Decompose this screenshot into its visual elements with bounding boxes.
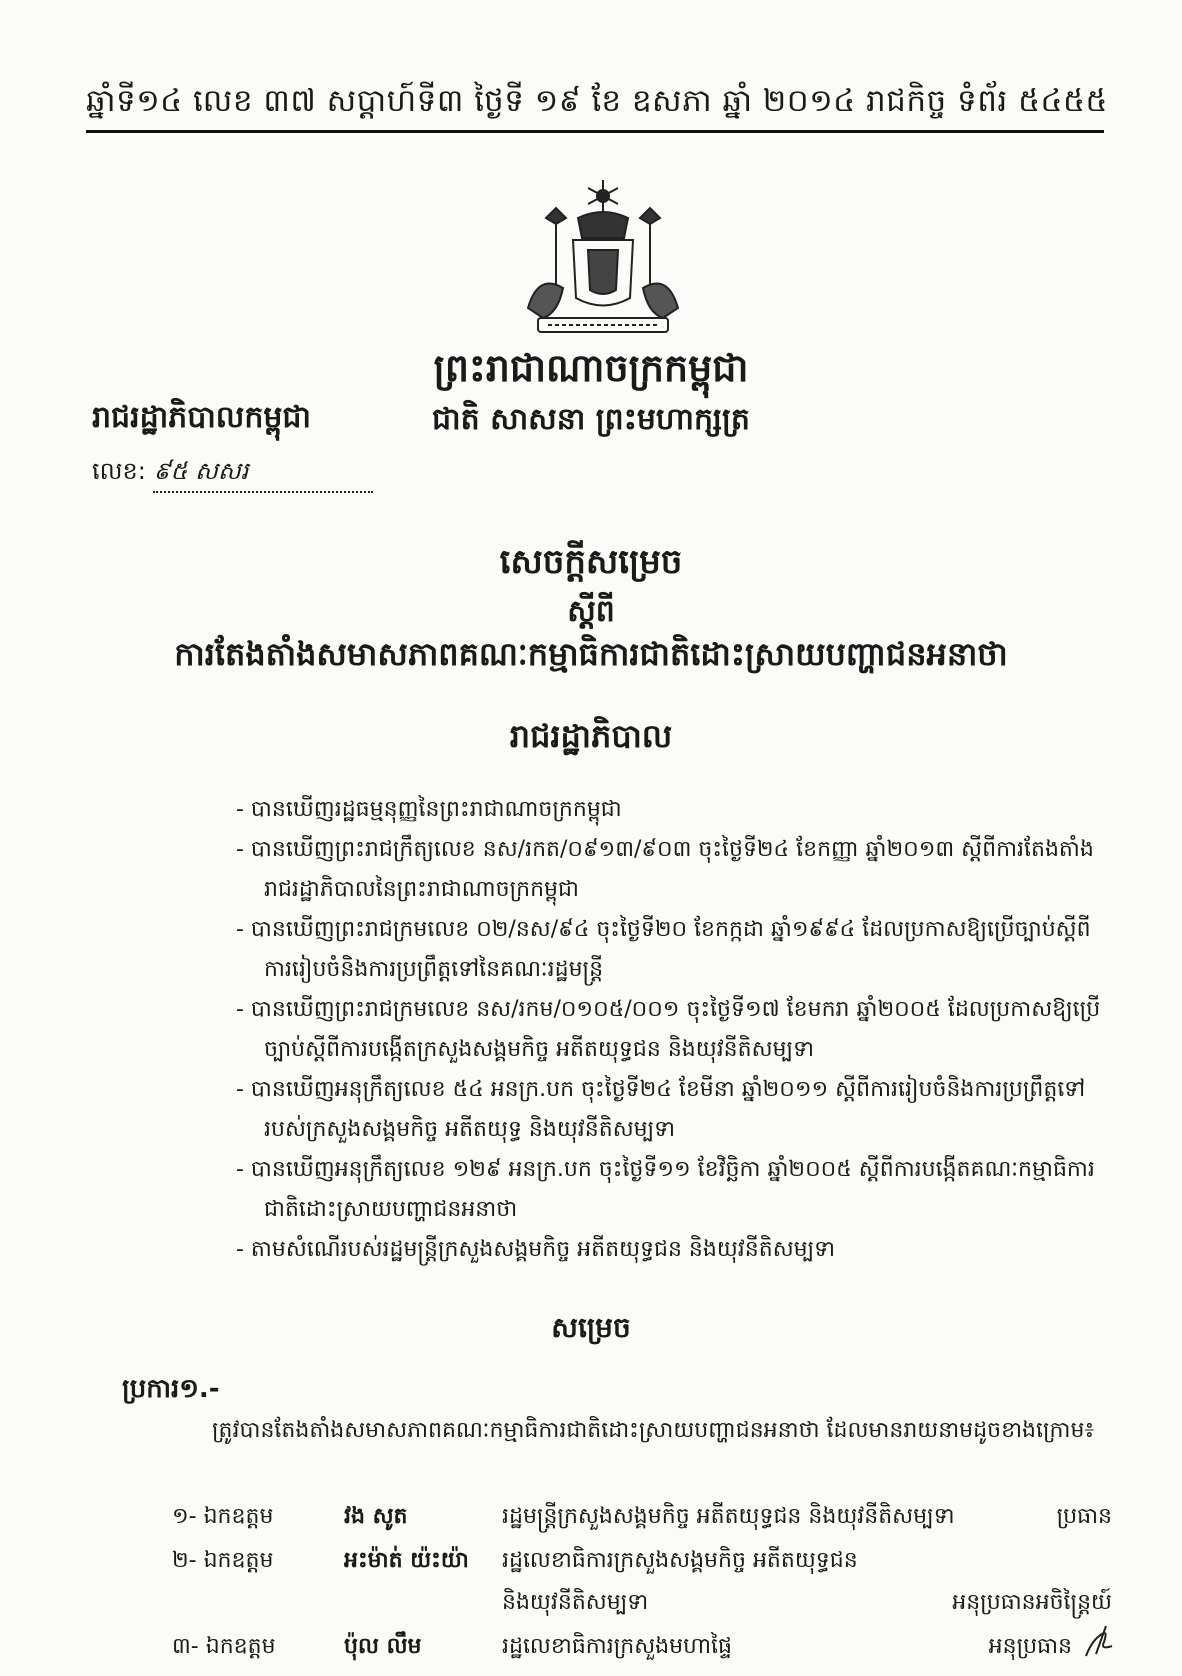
issuing-government: រាជរដ្ឋាភិបាលកម្ពុជា [92, 400, 311, 435]
document-subtitle-about: ស្ដីពី [567, 594, 615, 629]
decides-heading: សម្រេច [551, 1311, 631, 1344]
member-name: ប៉ុល លឹម [344, 1634, 422, 1659]
preamble-item: - បានឃើញរដ្ឋធម្មនុញ្ញនៃព្រះរាជាណាចក្រកម្ពុជា [236, 797, 622, 822]
member-number: ២- ឯកឧត្ដម [172, 1548, 274, 1573]
header-rule [86, 130, 1104, 133]
kingdom-name: ព្រះរាជាណាចក្រកម្ពុជា [433, 346, 749, 390]
member-number: ១- ឯកឧត្ដម [172, 1504, 274, 1529]
gazette-header: ឆ្នាំទី១៤ លេខ ៣៧ សប្ដាហ៍ទី៣ ថ្ងៃទី ១៩ ខែ ឧសភា ឆ្នាំ ២០១៤ រាជកិច្ច ទំព័រ ៥៤៥៥ [86, 83, 1108, 119]
preamble-item: - បានឃើញព្រះរាជក្រឹត្យលេខ នស/រកត/០៩១៣/៩០៣ ចុះថ្ងៃទី២៤ ខែកញ្ញា ឆ្នាំ២០១៣ ស្ដីពីការតែងតាំងរាជរដ្ឋាភិបាលនៃព្រះរាជាណាចក្រកម្ពុជា [236, 837, 1094, 902]
member-name: វង សូត [344, 1504, 408, 1529]
preamble-item: - បានឃើញព្រះរាជក្រមលេខ នស/រកម/០១០៥/០០១ ចុះថ្ងៃទី១៧ ខែមករា ឆ្នាំ២០០៥ ដែលប្រកាសឱ្យប្រើច្បាប់ស្ដីពីការបង្កើតក្រសួងសង្គមកិច្ច អតីតយុទ្ធជន និងយុវនីតិសម្បទា [236, 997, 1101, 1062]
reference-label: លេខ: [92, 457, 146, 485]
preamble-item: - តាមសំណើរបស់រដ្ឋមន្ត្រីក្រសួងសង្គមកិច្ច អតីតយុទ្ធជន និងយុវនីតិសម្បទា [236, 1237, 836, 1262]
preamble-item: - បានឃើញអនុក្រឹត្យលេខ ៥៤ អនក្រ.បក ចុះថ្ងៃទី២៤ ខែមីនា ឆ្នាំ២០១១ ស្ដីពីការរៀបចំនិងការប្រព្រឹត្តទៅរបស់ក្រសួងសង្គមកិច្ច អតីតយុទ្ធ និងយុវនីតិសម្បទា [236, 1077, 1086, 1142]
member-row-continuation [172, 1588, 1112, 1624]
reference-number [92, 456, 373, 493]
member-position: រដ្ឋលេខាធិការក្រសួងសង្គមកិច្ច អតីតយុទ្ធជន [502, 1548, 858, 1573]
member-row [172, 1632, 1112, 1668]
preamble-list [236, 790, 1106, 1270]
document-subject: ការតែងតាំងសមាសភាពគណៈកម្មាធិការជាតិដោះស្រាយបញ្ហាជនអនាថា [174, 635, 1008, 673]
member-name: អះម៉ាត់ យ៉ះយ៉ា [344, 1548, 469, 1573]
member-position-continued: និងយុវនីតិសម្បទា [502, 1590, 649, 1615]
article-1-body: ត្រូវបានតែងតាំងសមាសភាពគណៈកម្មាធិការជាតិដោះស្រាយបញ្ហាជនអនាថា ដែលមានរាយនាមដូចខាងក្រោម៖ [212, 1418, 1095, 1443]
national-motto: ជាតិ សាសនា ព្រះមហាក្សត្រ [432, 402, 750, 437]
member-role: អនុប្រធានអចិន្ត្រៃយ៍ [952, 1590, 1112, 1615]
preamble-item: - បានឃើញព្រះរាជក្រមលេខ ០២/នស/៩៤ ចុះថ្ងៃទី២០ ខែកក្កដា ឆ្នាំ១៩៩៤ ដែលប្រកាសឱ្យប្រើច្បាប់ស្ដីពីការរៀបចំនិងការប្រព្រឹត្តទៅនៃគណៈរដ្ឋមន្ត្រី [236, 917, 1091, 982]
member-position: រដ្ឋមន្ត្រីក្រសួងសង្គមកិច្ច អតីតយុទ្ធជន និងយុវនីតិសម្បទា [502, 1504, 955, 1529]
member-row [172, 1502, 1112, 1538]
initials-signature-icon [1082, 1620, 1122, 1660]
reference-value: ៩៥ សសរ [153, 456, 373, 493]
issuer-heading: រាជរដ្ឋាភិបាល [509, 717, 673, 755]
member-role: អនុប្រធាន [988, 1634, 1072, 1659]
member-position: រដ្ឋលេខាធិការក្រសួងមហាផ្ទៃ [502, 1634, 732, 1659]
document-title: សេចក្ដីសម្រេច [499, 542, 683, 582]
royal-emblem-icon [518, 178, 688, 338]
preamble-item: - បានឃើញអនុក្រឹត្យលេខ ១២៩ អនក្រ.បក ចុះថ្ងៃទី១១ ខែវិច្ឆិកា ឆ្នាំ២០០៥ ស្ដីពីការបង្កើតគណៈកម្មាធិការជាតិដោះស្រាយបញ្ហាជនអនាថា [236, 1157, 1095, 1222]
member-number: ៣- ឯកឧត្ដម [172, 1634, 276, 1659]
member-row [172, 1546, 1112, 1582]
member-role: ប្រធាន [1056, 1504, 1112, 1529]
article-1-heading: ប្រការ១.- [122, 1374, 220, 1404]
